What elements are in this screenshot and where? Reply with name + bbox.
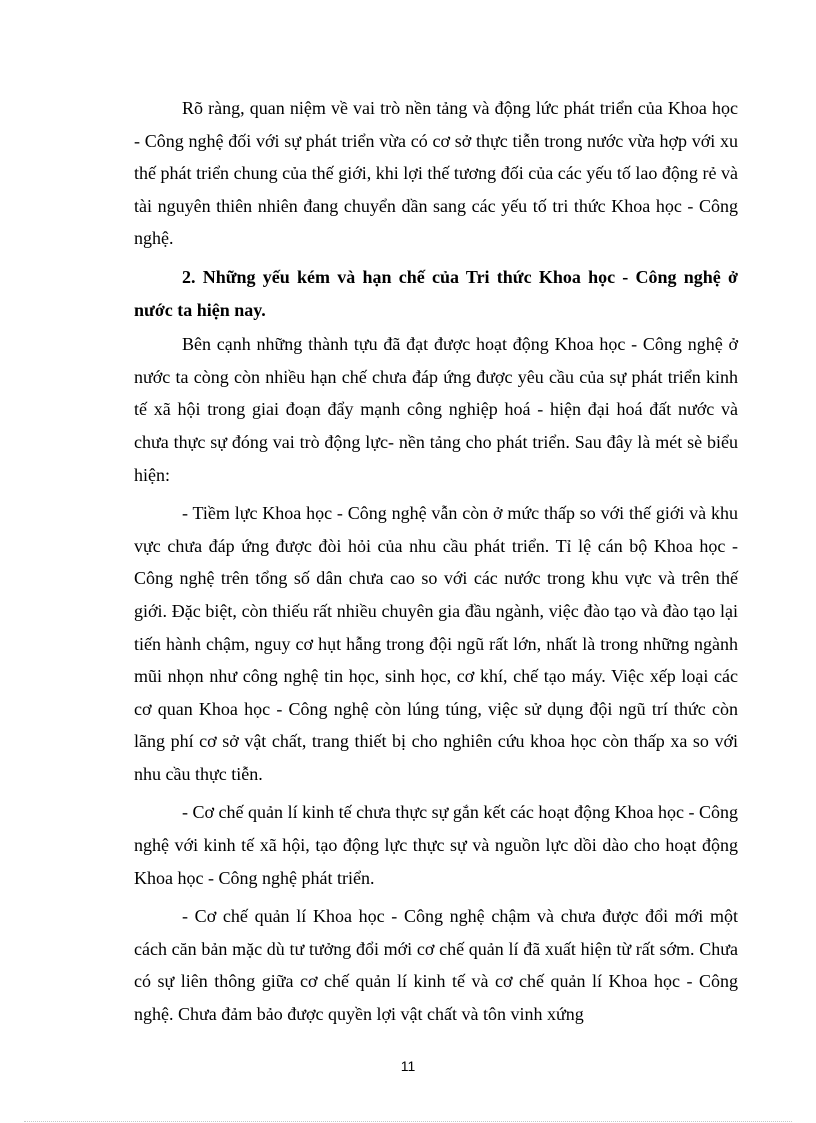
body-text (134, 92, 738, 1037)
section-heading: 2. Những yếu kém và hạn chế của Tri thức Khoa học - Công nghệ ở nước ta hiện nay. (134, 266, 738, 320)
paragraph: - Cơ chế quản lí kinh tế chưa thực sự gắn kết các hoạt động Khoa học - Công nghệ với kinh tế xã hội, tạo động lực thực sự và nguồn lực dồi dào cho hoạt động Khoa học - Công nghệ phát triển. (134, 802, 738, 888)
paragraph: - Tiềm lực Khoa học - Công nghệ vẫn còn ở mức thấp so với thế giới và khu vực chưa đáp ứng được đòi hỏi của nhu cầu phát triển. Tỉ lệ cán bộ Khoa học - Công nghệ trên tổng số dân chưa cao so với các nước trong khu vực và trên thế giới. Đặc biệt, còn thiếu rất nhiều chuyên gia đầu ngành, việc đào tạo và đào tạo lại tiến hành chậm, nguy cơ hụt hẫng trong đội ngũ rất lớn, nhất là trong những ngành mũi nhọn như công nghệ tin học, sinh học, cơ khí, chế tạo máy. Việc xếp loại các cơ quan Khoa học - Công nghệ còn lúng túng, việc sử dụng đội ngũ trí thức còn lãng phí cơ sở vật chất, trang thiết bị cho nghiên cứu khoa học còn thấp xa so với nhu cầu thực tiễn. (134, 503, 738, 784)
paragraph: Bên cạnh những thành tựu đã đạt được hoạt động Khoa học - Công nghệ ở nước ta còng còn nhiều hạn chế chưa đáp ứng được yêu cầu của sự phát triển kinh tế xã hội trong giai đoạn đẩy mạnh công nghiệp hoá - hiện đại hoá đất nước và chưa thực sự đóng vai trò động lực- nền tảng cho phát triển. Sau đây là mét sè biểu hiện: (134, 334, 738, 485)
paragraph: Rõ ràng, quan niệm về vai trò nền tảng và động lức phát triển của Khoa học - Công nghệ đối với sự phát triển vừa có cơ sở thực tiễn trong nước vừa hợp với xu thế phát triển chung của thế giới, khi lợi thế tương đối của các yếu tố lao động rẻ và tài nguyên thiên nhiên đang chuyển dần sang các yếu tố tri thức Khoa học - Công nghệ. (134, 98, 738, 249)
paragraph: - Cơ chế quản lí Khoa học - Công nghệ chậm và chưa được đổi mới một cách căn bản mặc dù tư tưởng đổi mới cơ chế quản lí đã xuất hiện từ rất sớm. Chưa có sự liên thông giữa cơ chế quản lí kinh tế và cơ chế quản lí Khoa học - Công nghệ. Chưa đảm bảo được quyền lợi vật chất và tôn vinh xứng (134, 906, 738, 1025)
page-divider (24, 1121, 792, 1122)
page-number: 11 (400, 1058, 416, 1074)
